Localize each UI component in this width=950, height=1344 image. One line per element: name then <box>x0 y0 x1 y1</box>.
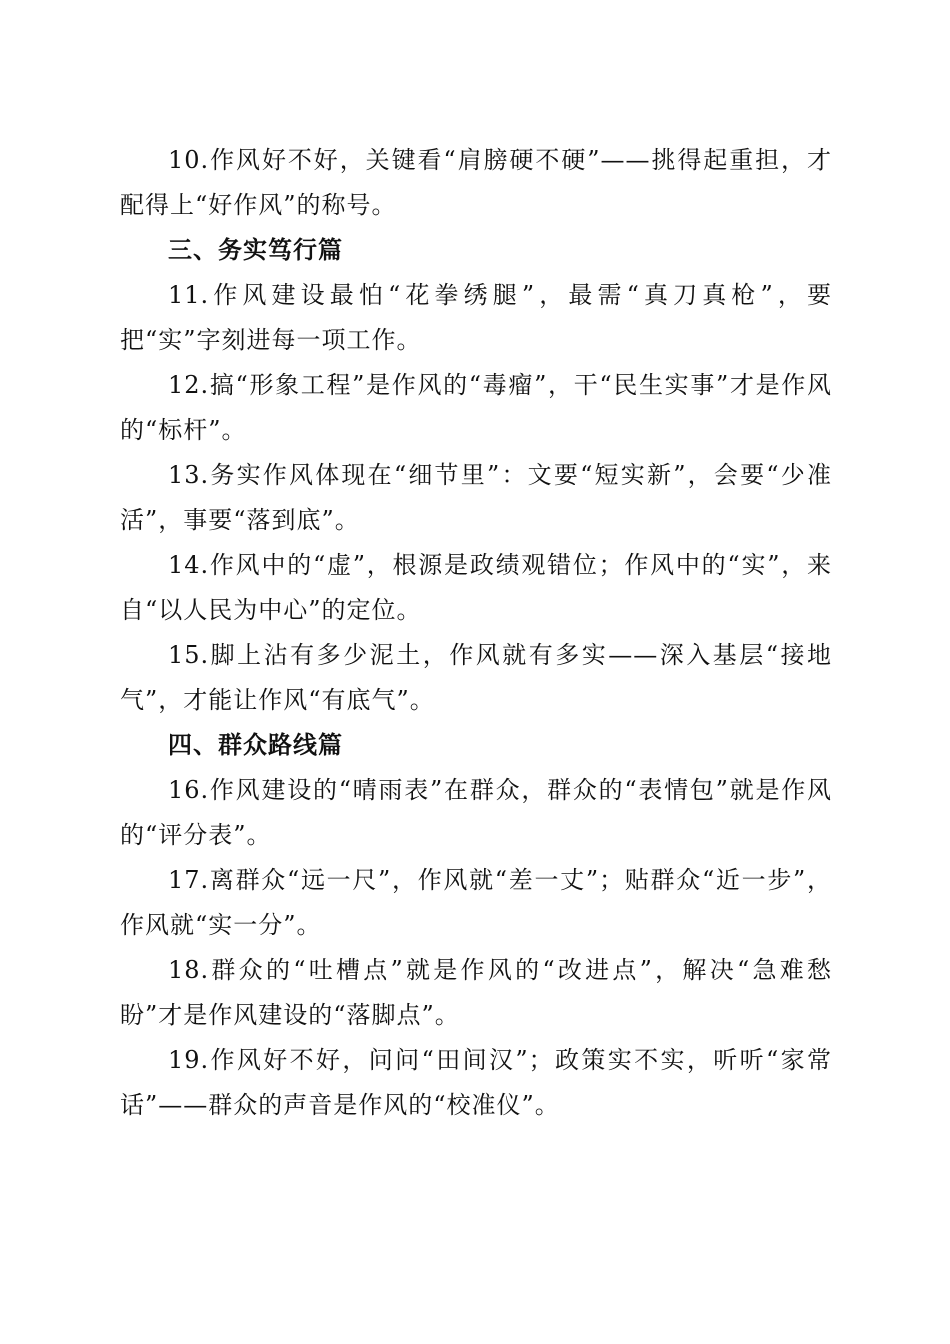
paragraph-16: 16.作风建设的“晴雨表”在群众，群众的“表情包”就是作风的“评分表”。 <box>120 776 832 849</box>
paragraph-14: 14.作风中的“虚”，根源是政绩观错位；作风中的“实”，来自“以人民为中心”的定位。 <box>120 551 832 624</box>
paragraph-19: 19.作风好不好，问问“田间汉”；政策实不实，听听“家常话”——群众的声音是作风的“校准仪”。 <box>120 1046 832 1119</box>
paragraph-15: 15.脚上沾有多少泥土，作风就有多实——深入基层“接地气”，才能让作风“有底气”。 <box>120 641 832 714</box>
document-page <box>120 138 832 1128</box>
paragraph-18: 18.群众的“吐槽点”就是作风的“改进点”，解决“急难愁盼”才是作风建设的“落脚点”。 <box>120 956 832 1029</box>
paragraph-17: 17.离群众“远一尺”，作风就“差一丈”；贴群众“近一步”，作风就“实一分”。 <box>120 866 832 939</box>
section-heading-4: 四、群众路线篇 <box>168 731 343 759</box>
paragraph-10: 10.作风好不好，关键看“肩膀硬不硬”——挑得起重担，才配得上“好作风”的称号。 <box>120 146 832 219</box>
paragraph-13: 13.务实作风体现在“细节里”：文要“短实新”，会要“少准活”，事要“落到底”。 <box>120 461 832 534</box>
paragraph-11: 11.作风建设最怕“花拳绣腿”，最需“真刀真枪”，要把“实”字刻进每一项工作。 <box>120 281 832 354</box>
paragraph-12: 12.搞“形象工程”是作风的“毒瘤”，干“民生实事”才是作风的“标杆”。 <box>120 371 832 444</box>
section-heading-3: 三、务实笃行篇 <box>168 236 343 264</box>
